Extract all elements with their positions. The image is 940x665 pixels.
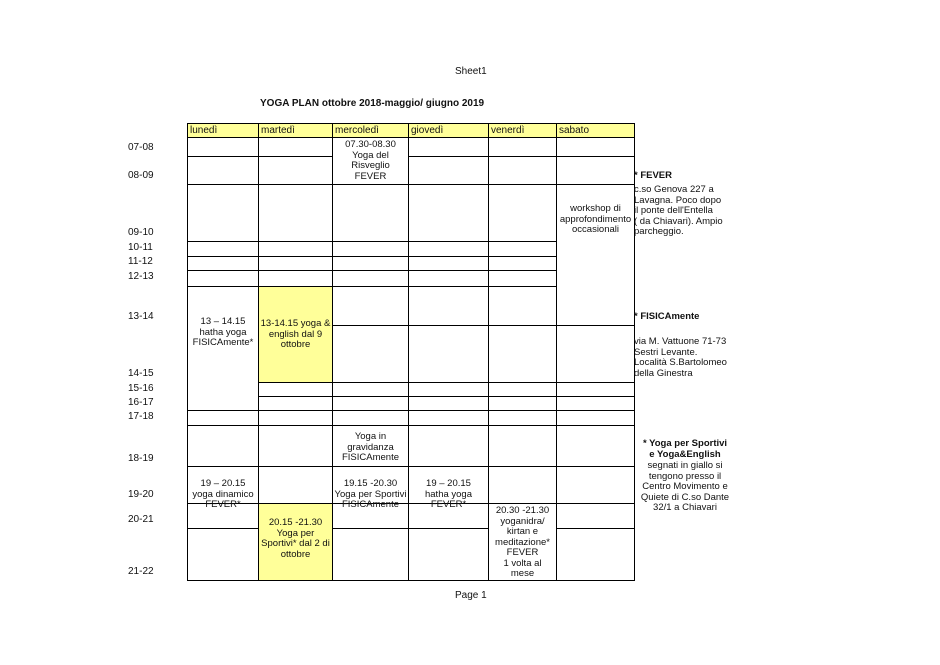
schedule-cell xyxy=(488,425,557,467)
schedule-cell xyxy=(488,410,557,426)
class-text-line: hatha yoga xyxy=(424,488,472,500)
class-text-line: 19 – 20.15 xyxy=(426,478,471,489)
schedule-cell xyxy=(408,184,489,242)
time-label: 14-15 xyxy=(128,368,154,379)
schedule-cell xyxy=(408,256,489,271)
schedule-cell xyxy=(408,241,489,257)
schedule-cell xyxy=(408,382,489,397)
schedule-cell xyxy=(556,137,635,157)
class-cell-mer-1819 xyxy=(332,425,409,467)
class-text-line: 13-14.15 yoga & xyxy=(260,318,331,329)
time-label: 11-12 xyxy=(128,256,153,267)
schedule-cell xyxy=(332,270,409,287)
class-cell-lun-1920 xyxy=(187,466,259,510)
class-text-line: Yoga in xyxy=(354,431,387,442)
schedule-cell xyxy=(187,156,259,185)
page-footer: Page 1 xyxy=(455,590,487,601)
class-text-line: FEVER* xyxy=(430,499,467,510)
class-cell-ven-2030 xyxy=(488,503,557,581)
schedule-cell xyxy=(488,184,557,242)
schedule-cell xyxy=(332,325,409,383)
time-label: 21-22 xyxy=(128,566,154,577)
class-text-line: 19.15 -20.30 xyxy=(343,478,398,489)
schedule-cell xyxy=(408,528,489,581)
schedule-cell xyxy=(488,325,557,383)
schedule-cell xyxy=(332,184,409,242)
class-cell-sab-workshop xyxy=(556,184,635,326)
note-fisica-line: via M. Vattuone 71-73 xyxy=(634,336,727,347)
day-header: lunedì xyxy=(187,123,259,138)
schedule-cell xyxy=(187,241,259,257)
note-fever-title: * FEVER xyxy=(634,170,673,181)
schedule-cell xyxy=(556,503,635,529)
schedule-cell xyxy=(408,425,489,467)
schedule-cell xyxy=(408,410,489,426)
schedule-cell xyxy=(556,325,635,383)
class-cell-mar-1314 xyxy=(258,286,333,383)
schedule-cell xyxy=(187,425,259,467)
schedule-cell xyxy=(332,382,409,397)
class-text-line: FEVER* xyxy=(205,499,241,510)
class-text-line: 19 – 20.15 xyxy=(200,478,246,489)
schedule-cell xyxy=(332,286,409,326)
schedule-cell xyxy=(332,410,409,426)
schedule-cell xyxy=(187,137,259,157)
time-label: 13-14 xyxy=(128,311,154,322)
day-header: mercoledì xyxy=(332,123,409,138)
day-header: martedì xyxy=(258,123,333,138)
schedule-cell xyxy=(556,528,635,581)
note-fever-line: c.so Genova 227 a xyxy=(634,184,714,195)
schedule-cell xyxy=(258,410,333,426)
note-fisica-line: Località S.Bartolomeo xyxy=(634,357,727,368)
class-text-line: mese xyxy=(510,568,535,579)
time-label: 18-19 xyxy=(128,453,154,464)
note-fever-line: ( da Chiavari). Ampio xyxy=(634,215,723,227)
page-title: YOGA PLAN ottobre 2018-maggio/ giugno 2019 xyxy=(260,98,485,109)
schedule-cell xyxy=(488,382,557,397)
schedule-cell xyxy=(488,137,557,157)
class-text-line: Risveglio xyxy=(351,160,390,171)
note-sport-line: segnati in giallo si xyxy=(647,460,723,471)
class-text-line: FISICAmente xyxy=(341,452,400,463)
schedule-cell xyxy=(488,256,557,271)
note-fever-line: Lavagna. Poco dopo xyxy=(634,194,722,206)
note-sport-line: tengono presso il xyxy=(648,470,722,482)
note-sport-line: Centro Movimento e xyxy=(642,481,728,492)
time-label: 08-09 xyxy=(128,170,154,181)
note-fever-line: il ponte dell'Entella xyxy=(634,205,713,216)
schedule-cell xyxy=(187,256,259,271)
schedule-cell xyxy=(488,241,557,257)
class-cell-gio-1920 xyxy=(408,466,489,510)
class-text-line: approfondimento xyxy=(559,213,632,225)
schedule-cell xyxy=(556,396,635,411)
class-text-line: Yoga per xyxy=(276,527,315,539)
schedule-cell xyxy=(258,425,333,467)
class-text-line: 13 – 14.15 xyxy=(200,316,246,327)
schedule-cell xyxy=(488,270,557,287)
schedule-grid xyxy=(187,123,634,580)
schedule-cell xyxy=(258,184,333,242)
note-fever-line: parcheggio. xyxy=(634,226,684,237)
class-text-line: 20.15 -21.30 xyxy=(268,517,323,528)
note-fisica-title: * FISICAmente xyxy=(634,311,700,322)
class-text-line: Yoga del xyxy=(352,149,389,161)
class-cell-mer-1920 xyxy=(332,466,409,510)
time-label: 12-13 xyxy=(128,271,154,282)
class-text-line: FISICAmente xyxy=(341,499,400,510)
schedule-cell xyxy=(408,396,489,411)
schedule-cell xyxy=(556,425,635,467)
schedule-cell xyxy=(258,241,333,257)
schedule-cell xyxy=(408,270,489,287)
schedule-cell xyxy=(187,528,259,581)
schedule-cell xyxy=(258,256,333,271)
sheet-label: Sheet1 xyxy=(455,66,487,77)
class-cell-mar-2021 xyxy=(258,503,333,581)
class-text-line: workshop di xyxy=(570,203,621,214)
time-label: 19-20 xyxy=(128,489,154,500)
class-cell-lun-1314 xyxy=(187,286,259,411)
time-label: 10-11 xyxy=(128,242,153,253)
note-sport-title: e Yoga&English xyxy=(649,449,721,460)
schedule-cell xyxy=(258,466,333,504)
schedule-cell xyxy=(556,410,635,426)
schedule-cell xyxy=(187,410,259,426)
class-text-line: FISICAmente* xyxy=(192,337,254,348)
schedule-cell xyxy=(488,286,557,326)
schedule-cell xyxy=(332,396,409,411)
note-fisica-line: della Ginestra xyxy=(634,367,693,379)
schedule-cell xyxy=(332,241,409,257)
schedule-cell xyxy=(408,325,489,383)
class-text-line: gravidanza xyxy=(347,441,394,453)
schedule-cell xyxy=(187,184,259,242)
schedule-cell xyxy=(258,270,333,287)
schedule-cell xyxy=(556,466,635,504)
class-text-line: FEVER xyxy=(354,170,387,182)
schedule-cell xyxy=(332,256,409,271)
class-text-line: Sportivi* dal 2 di xyxy=(261,538,330,549)
class-text-line: ottobre xyxy=(280,548,311,560)
class-text-line: ottobre xyxy=(280,339,311,350)
schedule-cell xyxy=(408,137,489,157)
time-label: 15-16 xyxy=(128,383,154,394)
schedule-cell xyxy=(408,156,489,185)
class-text-line: FEVER xyxy=(506,547,539,558)
schedule-cell xyxy=(488,156,557,185)
time-label: 20-21 xyxy=(128,514,154,525)
schedule-cell xyxy=(258,382,333,397)
schedule-cell xyxy=(258,156,333,185)
note-sport-line: Quiete di C.so Dante xyxy=(640,491,730,503)
schedule-cell xyxy=(488,396,557,411)
time-label: 09-10 xyxy=(128,227,154,238)
class-text-line: Yoga per Sportivi xyxy=(334,488,407,500)
class-text-line: english dal 9 xyxy=(268,328,323,340)
class-text-line: hatha yoga xyxy=(199,326,247,338)
schedule-cell xyxy=(258,396,333,411)
schedule-cell xyxy=(408,286,489,326)
schedule-cell xyxy=(556,156,635,185)
class-text-line: yoga dinamico xyxy=(192,488,254,500)
schedule-cell xyxy=(332,528,409,581)
day-header: giovedì xyxy=(408,123,489,138)
day-header: venerdì xyxy=(488,123,557,138)
note-fisica-line: Sestri Levante. xyxy=(634,346,698,358)
class-text-line: occasionali xyxy=(572,224,619,235)
class-text-line: 07.30-08.30 xyxy=(345,139,396,150)
schedule-cell xyxy=(258,137,333,157)
time-label: 07-08 xyxy=(128,142,154,153)
time-label: 17-18 xyxy=(128,411,154,422)
class-text-line: meditazione* xyxy=(495,536,550,548)
class-text-line: kirtan e xyxy=(506,526,539,537)
schedule-cell xyxy=(556,382,635,397)
schedule-cell xyxy=(187,270,259,287)
schedule-cell xyxy=(488,466,557,504)
note-sport-title: * Yoga per Sportivi xyxy=(642,438,728,449)
class-text-line: 1 volta al xyxy=(503,557,542,569)
time-label: 16-17 xyxy=(128,397,154,408)
class-text-line: 20.30 -21.30 xyxy=(495,505,550,516)
class-cell-mer-morning xyxy=(332,137,409,185)
note-sport-line: 32/1 a Chiavari xyxy=(653,502,717,513)
day-header: sabato xyxy=(556,123,635,138)
class-text-line: yoganidra/ xyxy=(500,515,545,527)
